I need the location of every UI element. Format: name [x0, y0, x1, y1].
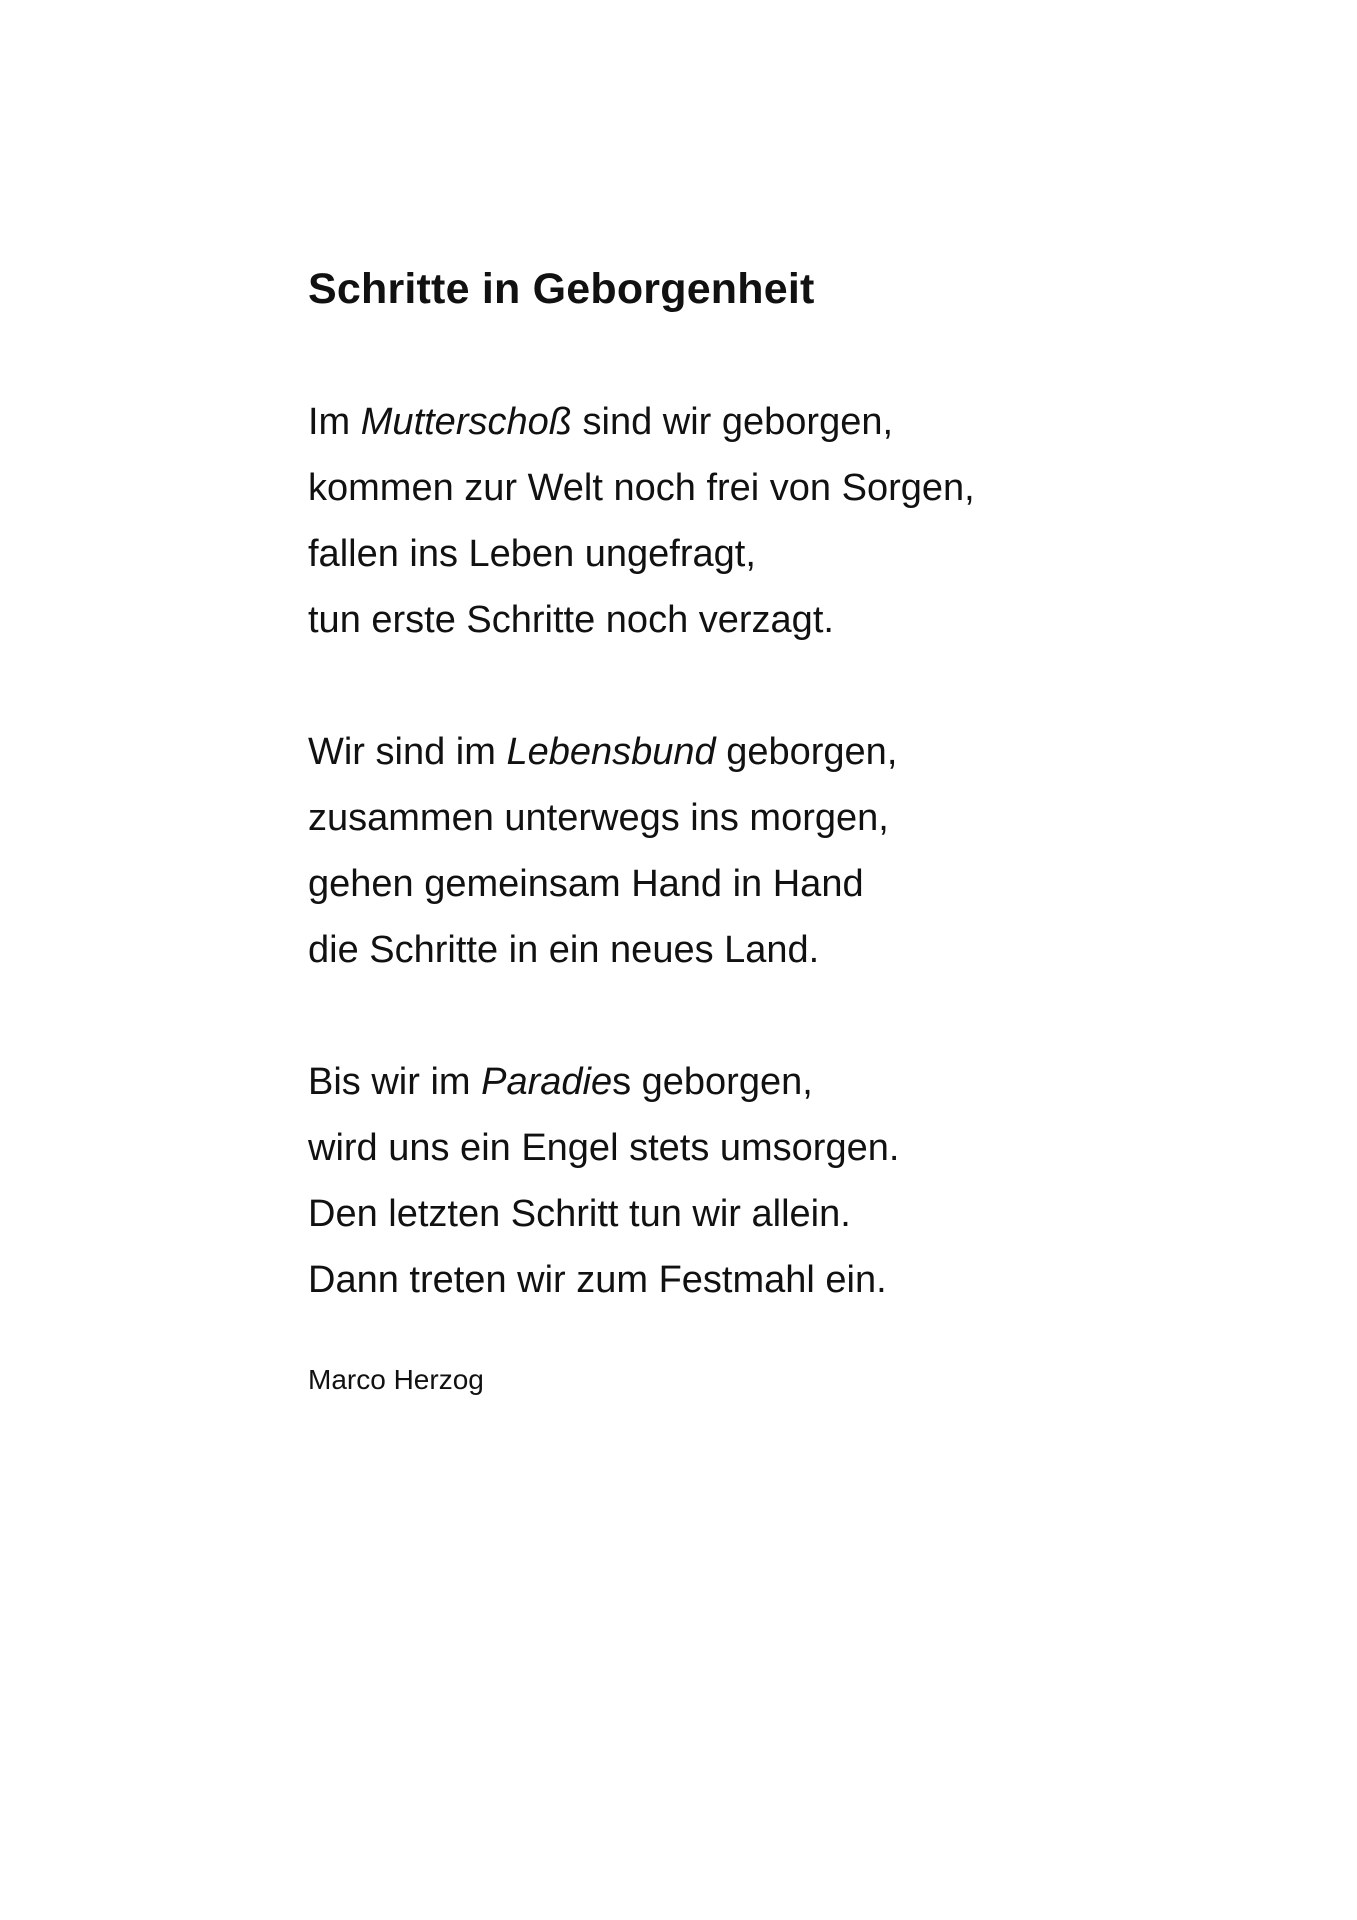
- poem-line: zusammen unterwegs ins morgen,: [308, 797, 889, 839]
- italic-word: Mutterschoß: [360, 401, 572, 443]
- stanza-3: [308, 1049, 1208, 1313]
- poem-line: Bis wir im Paradies geborgen,: [308, 1061, 813, 1103]
- poem-line: Den letzten Schritt tun wir allein.: [308, 1193, 851, 1235]
- poem-line: Im Mutterschoß sind wir geborgen,: [308, 401, 894, 443]
- poem-line: Dann treten wir zum Festmahl ein.: [308, 1259, 887, 1301]
- italic-word: Paradie: [481, 1061, 613, 1103]
- poem-line: fallen ins Leben ungefragt,: [308, 533, 756, 575]
- poem-line: kommen zur Welt noch frei von Sorgen,: [308, 467, 975, 509]
- italic-word: Lebensbund: [506, 731, 716, 773]
- poem-line: Wir sind im Lebensbund geborgen,: [308, 731, 898, 773]
- poem-line: gehen gemeinsam Hand in Hand: [308, 863, 864, 905]
- poem: [308, 262, 1208, 1400]
- author-name: Marco Herzog: [308, 1364, 484, 1395]
- poem-line: wird uns ein Engel stets umsorgen.: [308, 1127, 900, 1169]
- poem-line: tun erste Schritte noch verzagt.: [308, 599, 834, 641]
- poem-title: Schritte in Geborgenheit: [308, 265, 815, 313]
- stanza-2: [308, 719, 1208, 983]
- poem-line: die Schritte in ein neues Land.: [308, 929, 820, 971]
- stanza-1: [308, 389, 1208, 653]
